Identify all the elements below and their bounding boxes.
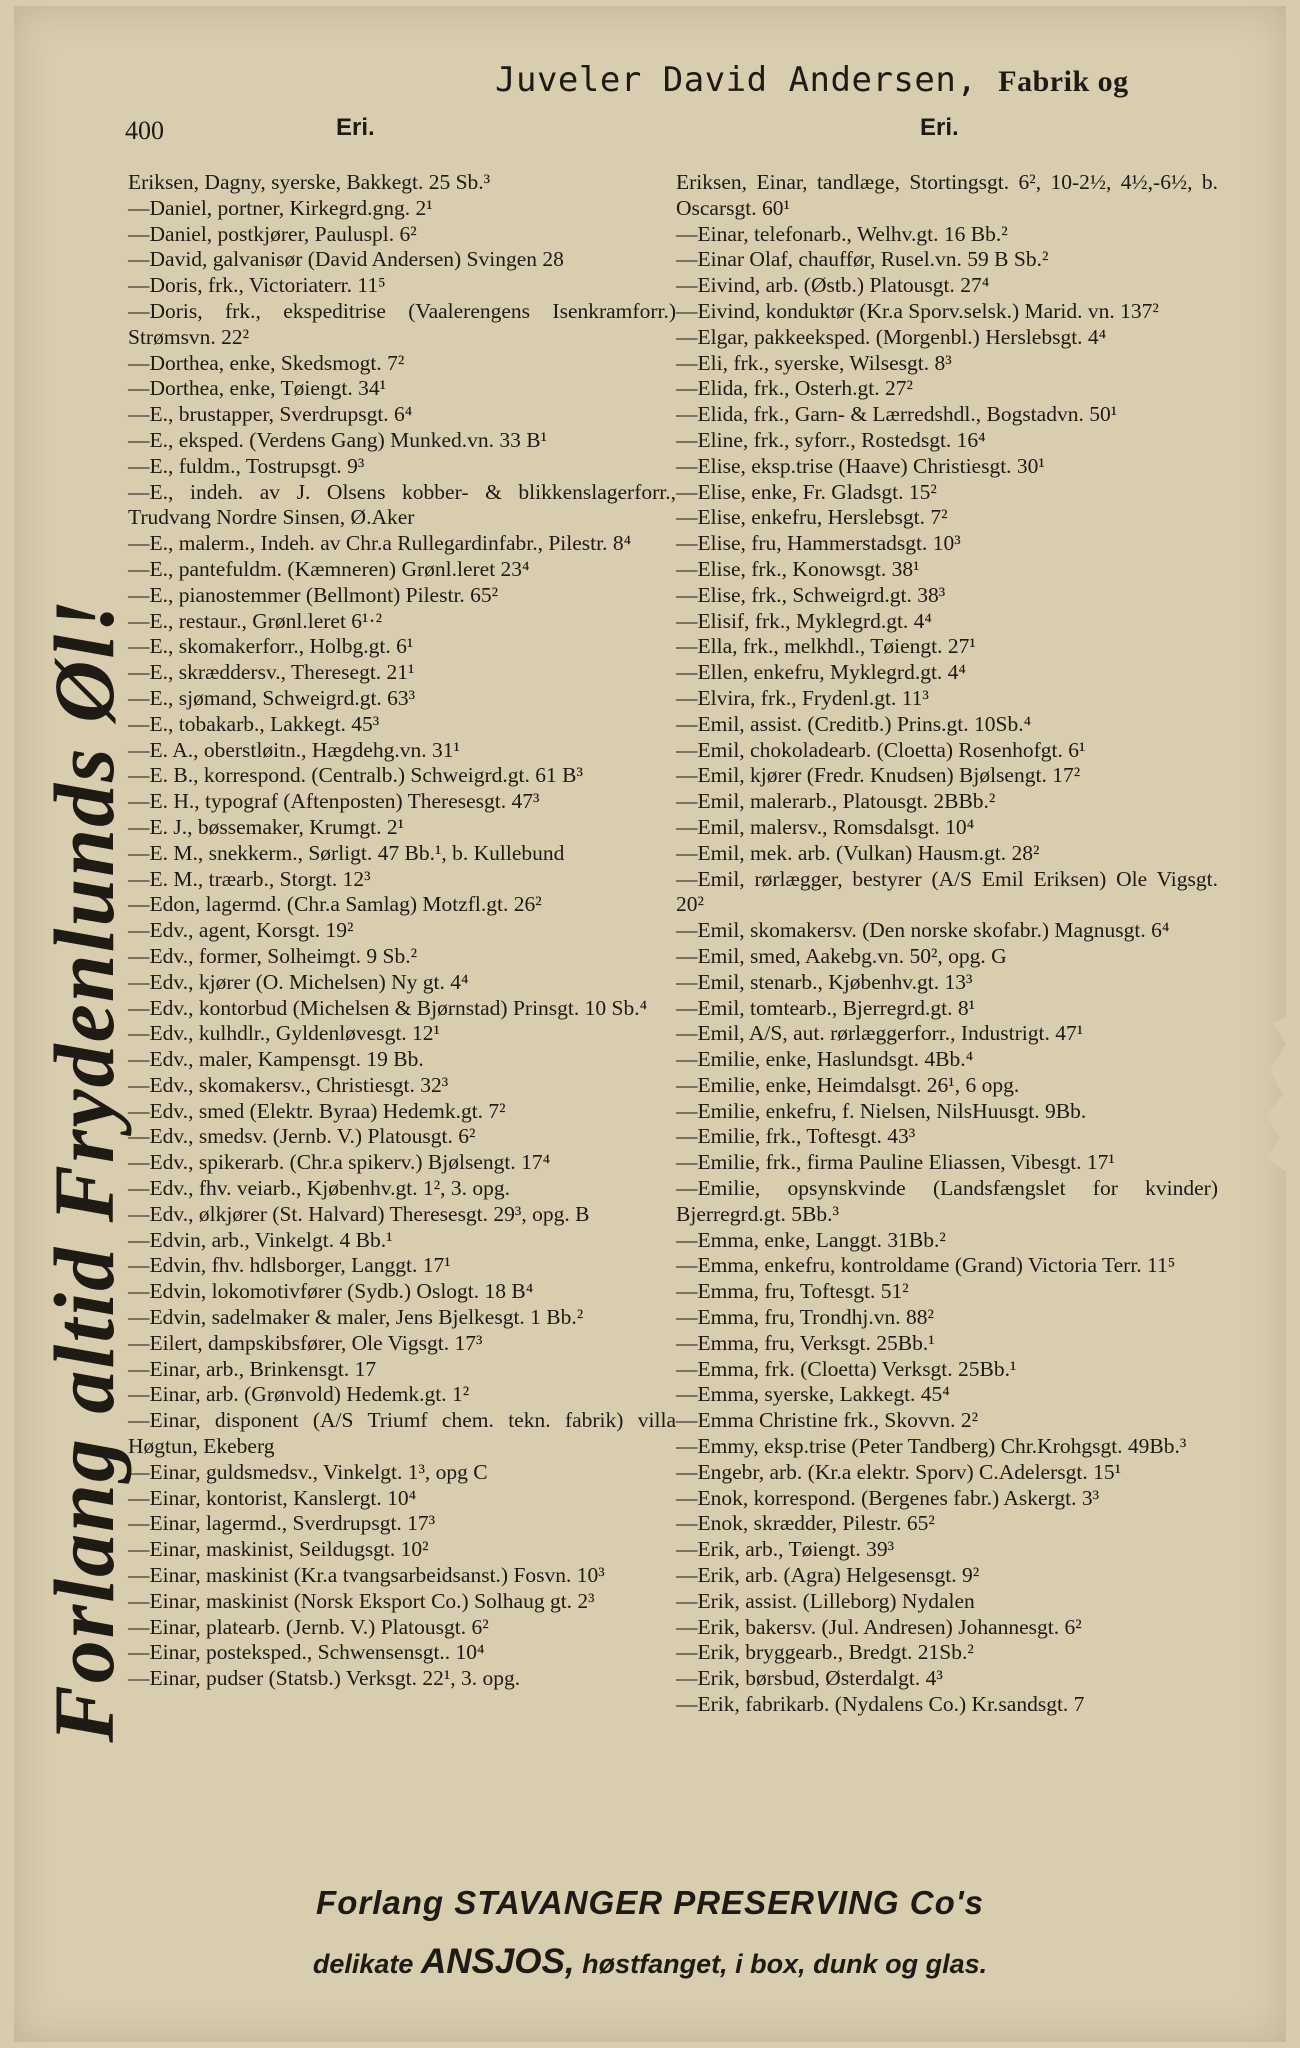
directory-entry: —Einar, lagermd., Sverdrupsgt. 17³ [128,1511,436,1536]
directory-entry: —Emma, enkefru, kontroldame (Grand) Victoria Terr. 11⁵ [676,1253,1176,1278]
directory-entry: —E. B., korrespond. (Centralb.) Schweigrd.gt. 61 B³ [128,763,583,788]
directory-entry: —Emilie, frk., Toftesgt. 43³ [676,1124,916,1149]
directory-entry: —Einar, kontorist, Kanslergt. 10⁴ [128,1485,417,1510]
right-directory-column [676,170,1218,1718]
directory-entry: —Edv., kjører (O. Michelsen) Ny gt. 4⁴ [128,969,469,994]
directory-entry: —Emilie, enke, Heimdalsgt. 26¹, 6 opg. [676,1072,1020,1097]
directory-entry: —Emma, fru, Trondhj.vn. 88² [676,1305,934,1330]
footer-ad-delikate: delikate [312,1949,414,1979]
directory-entry: —Einar, arb., Brinkensgt. 17 [128,1356,377,1381]
directory-entry: —E., skomakerforr., Holbg.gt. 6¹ [128,634,414,659]
directory-entry: —Erik, fabrikarb. (Nydalens Co.) Kr.sandsgt. 7 [676,1692,1085,1717]
directory-entry: —Eline, frk., syforr., Rostedsgt. 16⁴ [676,427,986,452]
directory-entry: —Doris, frk., ekspeditrise (Vaalerengens Isenkramforr.) Strømsvn. 22² [128,298,676,349]
directory-entry: —Dorthea, enke, Skedsmogt. 7² [128,350,405,375]
directory-entry: —Emilie, frk., firma Pauline Eliassen, Vibesgt. 17¹ [676,1150,1115,1175]
directory-entry: Eriksen, Einar, tandlæge, Stortingsgt. 6², 10-2½, 4½,-6½, b. Oscarsgt. 60¹ [676,170,1218,220]
directory-entry: —Enok, korrespond. (Bergenes fabr.) Askergt. 3³ [676,1485,1100,1510]
directory-entry: —Edv., skomakersv., Christiesgt. 32³ [128,1072,449,1097]
directory-entry: —Emilie, enke, Haslundsgt. 4Bb.⁴ [676,1047,974,1072]
directory-entry: —E. H., typograf (Aftenposten) Theresesgt. 47³ [128,789,540,814]
directory-entry: —Einar, posteksped., Schwensensgt.. 10⁴ [128,1640,485,1665]
directory-entry: —Edv., fhv. veiarb., Kjøbenhv.gt. 1², 3. opg. [128,1176,511,1201]
directory-entry: —Emil, skomakersv. (Den norske skofabr.) Magnusgt. 6⁴ [676,918,1170,943]
directory-entry: —Edvin, arb., Vinkelgt. 4 Bb.¹ [128,1227,393,1252]
directory-entry: —E. M., snekkerm., Sørligt. 47 Bb.¹, b. Kullebund [128,840,565,865]
directory-entry: —Daniel, postkjører, Pauluspl. 6² [128,221,417,246]
directory-entry: —Edv., smedsv. (Jernb. V.) Platousgt. 6² [128,1124,476,1149]
directory-entry: —Eilert, dampskibsfører, Ole Vigsgt. 17³ [128,1330,483,1355]
directory-entry: —Emma, frk. (Cloetta) Verksgt. 25Bb.¹ [676,1356,1017,1381]
directory-entry: —Engebr, arb. (Kr.a elektr. Sporv) C.Adelersgt. 15¹ [676,1459,1122,1484]
directory-entry: —Einar, pudser (Statsb.) Verksgt. 22¹, 3. opg. [128,1666,521,1691]
directory-entry: —Erik, arb. (Agra) Helgesensgt. 9² [676,1563,980,1588]
directory-entry: —Emil, assist. (Creditb.) Prins.gt. 10Sb.⁴ [676,711,1032,736]
directory-entry: —Einar Olaf, chauffør, Rusel.vn. 59 B Sb.² [676,247,1049,272]
directory-entry: —Emil, malerarb., Platousgt. 2BBb.² [676,789,996,814]
directory-entry: —Einar, maskinist, Seildugsgt. 10² [128,1537,429,1562]
directory-entry: —Edvin, fhv. hdlsborger, Langgt. 17¹ [128,1253,451,1278]
page-number: 400 [125,116,164,145]
directory-entry: —Einar, arb. (Grønvold) Hedemk.gt. 1² [128,1382,470,1407]
directory-entry: —Eivind, konduktør (Kr.a Sporv.selsk.) Marid. vn. 137² [676,298,1159,323]
directory-entry: —Edv., kontorbud (Michelsen & Bjørnstad) Prinsgt. 10 Sb.⁴ [128,995,648,1020]
directory-entry: —Einar, maskinist (Kr.a tvangsarbeidsanst.) Fosvn. 10³ [128,1563,605,1588]
directory-entry: —Edv., spikerarb. (Chr.a spikerv.) Bjølsengt. 17⁴ [128,1150,551,1175]
directory-entry: —Dorthea, enke, Tøiengt. 34¹ [128,376,387,401]
footer-ad-line-2 [0,1942,1300,1982]
directory-entry: —Emil, mek. arb. (Vulkan) Hausm.gt. 28² [676,840,1040,865]
left-column-key: Eri. [336,114,375,141]
directory-entry: —Emil, chokoladearb. (Cloetta) Rosenhofgt. 6¹ [676,737,1086,762]
directory-entry: —David, galvanisør (David Andersen) Svingen 28 [128,247,564,272]
directory-entry: —Daniel, portner, Kirkegrd.gng. 2¹ [128,195,433,220]
directory-entry: —Einar, platearb. (Jernb. V.) Platousgt. 6² [128,1614,489,1639]
directory-entry: —Eivind, arb. (Østb.) Platousgt. 27⁴ [676,273,990,298]
directory-entry: —Emma Christine frk., Skovvn. 2² [676,1408,979,1433]
directory-entry: —Elida, frk., Garn- & Lærredshdl., Bogstadvn. 50¹ [676,402,1118,427]
directory-entry: —Elise, frk., Konowsgt. 38¹ [676,556,920,581]
footer-ad-line-1: Forlang STAVANGER PRESERVING Co's [316,1884,984,1921]
directory-entry: —Elise, eksp.trise (Haave) Christiesgt. 30¹ [676,453,1045,478]
directory-entry: —Eli, frk., syerske, Wilsesgt. 8³ [676,350,952,375]
directory-entry: —Edv., agent, Korsgt. 19² [128,918,354,943]
directory-entry: —Emma, syerske, Lakkegt. 45⁴ [676,1382,950,1407]
directory-entry: —Emma, fru, Toftesgt. 51² [676,1279,909,1304]
directory-entry: —Erik, bakersv. (Jul. Andresen) Johannesgt. 6² [676,1614,1082,1639]
left-directory-column [128,170,676,1692]
directory-entry: —E., tobakarb., Lakkegt. 45³ [128,711,380,736]
directory-entry: —Elise, frk., Schweigrd.gt. 38³ [676,582,946,607]
directory-entry: —Doris, frk., Victoriaterr. 11⁵ [128,273,386,298]
directory-entry: —Elise, enke, Fr. Gladsgt. 15² [676,479,937,504]
directory-entry: —Edvin, lokomotivfører (Sydb.) Oslogt. 18 B⁴ [128,1279,534,1304]
header-ad-suffix: Fabrik og [998,65,1129,98]
directory-entry: —Elisif, frk., Myklegrd.gt. 4⁴ [676,608,932,633]
directory-entry: —Edv., smed (Elektr. Byraa) Hedemk.gt. 7² [128,1098,506,1123]
directory-entry: —Emil, A/S, aut. rørlæggerforr., Industrigt. 47¹ [676,1021,1084,1046]
directory-entry: —Erik, børsbud, Østerdalgt. 4³ [676,1666,943,1691]
directory-entry: —Emma, fru, Verksgt. 25Bb.¹ [676,1330,935,1355]
directory-entry: —Edv., ølkjører (St. Halvard) Theresesgt. 29³, opg. B [128,1201,590,1226]
directory-entry: —E., sjømand, Schweigrd.gt. 63³ [128,685,416,710]
directory-entry: —E., brustapper, Sverdrupsgt. 6⁴ [128,402,413,427]
directory-entry: —Emilie, opsynskvinde (Landsfængslet for kvinder) Bjerregrd.gt. 5Bb.³ [676,1176,1218,1226]
directory-entry: —E., pantefuldm. (Kæmneren) Grønl.leret 23⁴ [128,556,530,581]
directory-entry: —Emil, kjører (Fredr. Knudsen) Bjølsengt. 17² [676,763,1081,788]
directory-entry: —Emmy, eksp.trise (Peter Tandberg) Chr.Krohgsgt. 49Bb.³ [676,1434,1187,1459]
directory-entry: —Emil, tomtearb., Bjerregrd.gt. 8¹ [676,995,976,1020]
directory-entry: —E., indeh. av J. Olsens kobber- & blikkenslagerforr., Trudvang Nordre Sinsen, Ø.Aker [128,479,676,530]
directory-entry: —Einar, disponent (A/S Triumf chem. tekn. fabrik) villa Høgtun, Ekeberg [128,1408,676,1459]
directory-entry: —Elida, frk., Osterh.gt. 27² [676,376,913,401]
directory-entry: —Elise, fru, Hammerstadsgt. 10³ [676,531,961,556]
directory-entry: —Enok, skrædder, Pilestr. 65² [676,1511,935,1536]
directory-entry: —E., restaur., Grønl.leret 6¹·² [128,608,383,633]
directory-entry: —Elise, enkefru, Herslebsgt. 7² [676,505,948,530]
footer-ad-ansjos: ANSJOS, [420,1942,575,1981]
directory-entry: —Edv., former, Solheimgt. 9 Sb.² [128,943,418,968]
directory-entry: —Erik, assist. (Lilleborg) Nydalen [676,1588,975,1613]
directory-entry: —Edv., maler, Kampensgt. 19 Bb. [128,1047,424,1072]
directory-entry: —Emil, stenarb., Kjøbenhv.gt. 13³ [676,969,973,994]
running-header-ad [495,60,1215,100]
directory-entry: —Elgar, pakkeeksped. (Morgenbl.) Herslebsgt. 4⁴ [676,324,1107,349]
directory-entry: —E., pianostemmer (Bellmont) Pilestr. 65² [128,582,499,607]
directory-entry: —Emma, enke, Langgt. 31Bb.² [676,1227,946,1252]
directory-entry: —Emilie, enkefru, f. Nielsen, NilsHuusgt. 9Bb. [676,1098,1087,1123]
directory-entry: —E. M., træarb., Storgt. 12³ [128,866,371,891]
vertical-advertisement [34,490,134,1850]
directory-entry: —E. J., bøssemaker, Krumgt. 2¹ [128,814,405,839]
directory-entry: Eriksen, Dagny, syerske, Bakkegt. 25 Sb.³ [128,170,491,194]
directory-entry: —Edvin, sadelmaker & maler, Jens Bjelkesgt. 1 Bb.² [128,1305,584,1330]
directory-entry: —E. A., oberstløitn., Hægdehg.vn. 31¹ [128,737,460,762]
header-ad-title: Juveler David Andersen, [495,60,978,100]
vertical-ad-text: Forlang altid Frydenlunds Øl! [36,597,132,1743]
directory-entry: —Einar, guldsmedsv., Vinkelgt. 1³, opg C [128,1459,488,1484]
directory-entry: —Ella, frk., melkhdl., Tøiengt. 27¹ [676,634,976,659]
directory-entry: —Emil, rørlægger, bestyrer (A/S Emil Eriksen) Ole Vigsgt. 20² [676,866,1218,917]
directory-entry: —Edv., kulhdlr., Gyldenløvesgt. 12¹ [128,1021,441,1046]
directory-entry: —E., fuldm., Tostrupsgt. 9³ [128,453,365,478]
directory-entry: —E., eksped. (Verdens Gang) Munked.vn. 33 B¹ [128,427,548,452]
directory-entry: —Einar, maskinist (Norsk Eksport Co.) Solhaug gt. 2³ [128,1588,595,1613]
directory-entry: —Erik, bryggearb., Bredgt. 21Sb.² [676,1640,974,1665]
directory-entry: —Einar, telefonarb., Welhv.gt. 16 Bb.² [676,221,1008,246]
directory-entry: —Elvira, frk., Frydenl.gt. 11³ [676,685,929,710]
right-column-key: Eri. [920,114,959,141]
directory-entry: —Edon, lagermd. (Chr.a Samlag) Motzfl.gt. 26² [128,892,542,917]
directory-entry: —Emil, smed, Aakebg.vn. 50², opg. G [676,943,1007,968]
directory-entry: —Emil, malersv., Romsdalsgt. 10⁴ [676,814,975,839]
footer-ad-tagline: høstfanget, i box, dunk og glas. [582,1949,988,1979]
directory-entry: —Ellen, enkefru, Myklegrd.gt. 4⁴ [676,660,966,685]
directory-entry: —E., malerm., Indeh. av Chr.a Rullegardinfabr., Pilestr. 8⁴ [128,531,632,556]
directory-entry: —Erik, arb., Tøiengt. 39³ [676,1537,895,1562]
directory-entry: —E., skræddersv., Theresegt. 21¹ [128,660,415,685]
